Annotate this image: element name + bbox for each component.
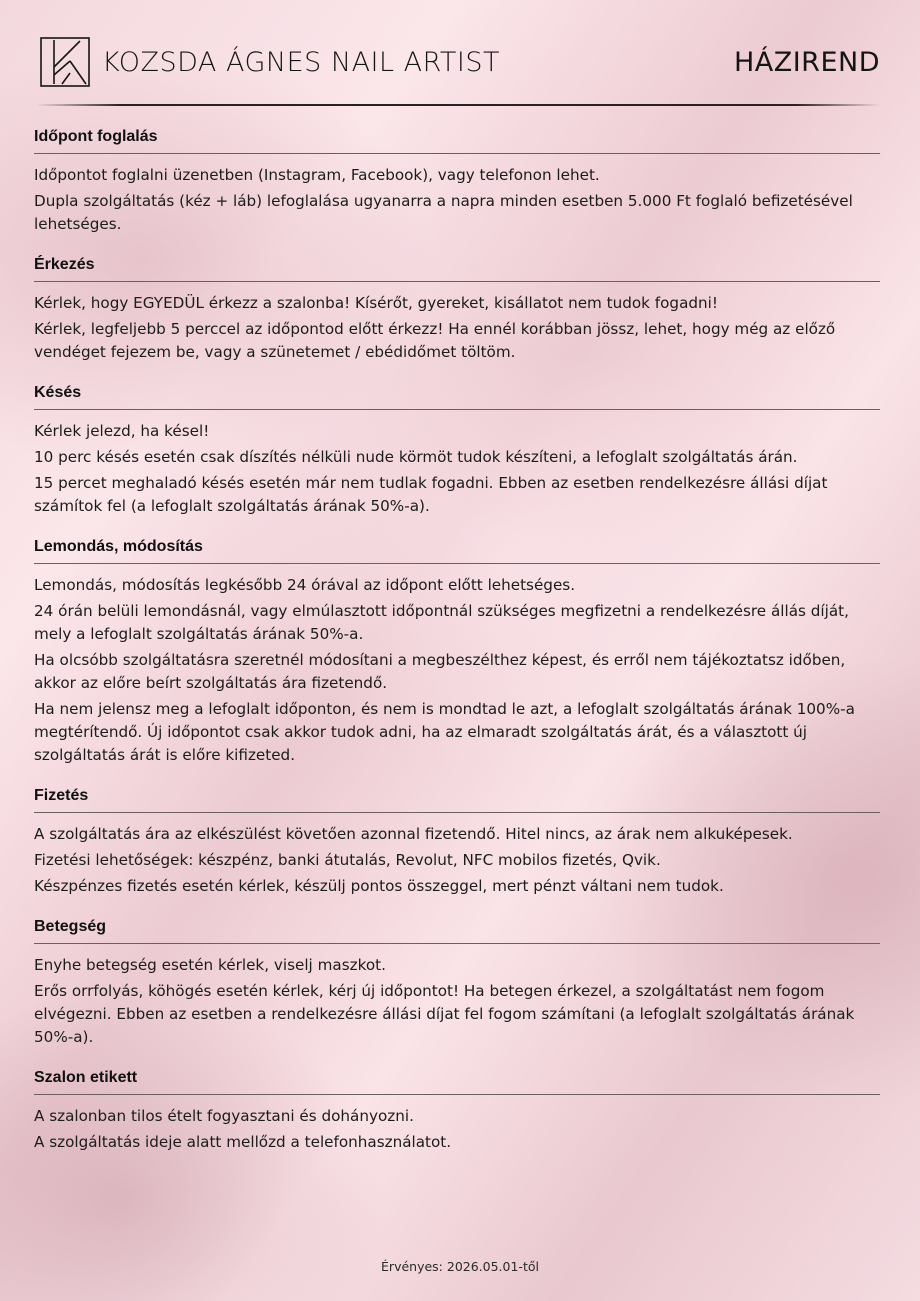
paragraph: Lemondás, módosítás legkésőbb 24 órával az időpont előtt lehetséges.	[34, 576, 576, 594]
paragraph: Enyhe betegség esetén kérlek, viselj maszkot.	[34, 956, 386, 974]
paragraph: Kérlek jelezd, ha késel!	[34, 422, 210, 440]
paragraph: Készpénzes fizetés esetén kérlek, készülj pontos összeggel, mert pénzt váltani nem tudok.	[34, 877, 724, 895]
section-lateness	[34, 384, 880, 518]
section-title: Érkezés	[34, 256, 880, 282]
section-title: Fizetés	[34, 787, 880, 813]
document-title: HÁZIREND	[733, 46, 880, 78]
paragraph: Dupla szolgáltatás (kéz + láb) lefoglalása ugyanarra a napra minden esetben 5.000 Ft foglaló befizetésével lehetséges.	[34, 192, 853, 233]
paragraph: Fizetési lehetőségek: készpénz, banki átutalás, Revolut, NFC mobilos fizetés, Qvik.	[34, 851, 661, 869]
section-booking	[34, 128, 880, 236]
paragraph: 24 órán belüli lemondásnál, vagy elmúlasztott időpontnál szükséges megfizetni a rendelkezésre állás díját, mely a lefoglalt szolgáltatás árának 50%-a.	[34, 602, 849, 643]
paragraph: A szolgáltatás ideje alatt mellőzd a telefonhasználatot.	[34, 1133, 452, 1151]
paragraph: Erős orrfolyás, köhögés esetén kérlek, kérj új időpontot! Ha betegen érkezel, a szolgáltatást nem fogom elvégezni. Ebben az esetben a rendelkezésre állási díjat fel fogom számítani (a lefoglalt szolgáltatás árának 50%-a).	[34, 982, 855, 1046]
section-arrival	[34, 256, 880, 364]
paragraph: Időpontot foglalni üzenetben (Instagram, Facebook), vagy telefonon lehet.	[34, 166, 600, 184]
section-payment	[34, 787, 880, 898]
ka-monogram-icon	[40, 37, 90, 87]
page-header	[40, 36, 880, 88]
section-title: Késés	[34, 384, 880, 410]
brand	[40, 37, 500, 87]
section-title: Szalon etikett	[34, 1069, 880, 1095]
valid-from-note: Érvényes: 2026.05.01-től	[381, 1259, 539, 1274]
header-divider	[36, 104, 880, 106]
section-etiquette	[34, 1069, 880, 1154]
paragraph: 10 perc késés esetén csak díszítés nélküli nude körmöt tudok készíteni, a lefoglalt szolgáltatás árán.	[34, 448, 798, 466]
section-illness	[34, 918, 880, 1049]
paragraph: Kérlek, legfeljebb 5 perccel az időpontod előtt érkezz! Ha ennél korábban jössz, lehet, hogy még az előző vendéget fejezem be, vagy a szünetemet / ebédidőmet töltöm.	[34, 320, 836, 361]
section-title: Időpont foglalás	[34, 128, 880, 154]
paragraph: Ha olcsóbb szolgáltatásra szeretnél módosítani a megbeszélthez képest, és erről nem tájékoztatsz időben, akkor az előre beírt szolgáltatás ára fizetendő.	[34, 651, 846, 692]
brand-name: KOZSDA ÁGNES NAIL ARTIST	[102, 46, 500, 78]
section-title: Lemondás, módosítás	[34, 538, 880, 564]
paragraph: A szolgáltatás ára az elkészülést követően azonnal fizetendő. Hitel nincs, az árak nem alkuképesek.	[34, 825, 793, 843]
section-title: Betegség	[34, 918, 880, 944]
rules-content	[34, 128, 880, 1174]
paragraph: Kérlek, hogy EGYEDÜL érkezz a szalonba! Kísérőt, gyereket, kisállatot nem tudok fogadni!	[34, 294, 718, 312]
paragraph: A szalonban tilos ételt fogyasztani és dohányozni.	[34, 1107, 414, 1125]
paragraph: Ha nem jelensz meg a lefoglalt időponton, és nem is mondtad le azt, a lefoglalt szolgáltatás árának 100%-a megtérítendő. Új időpontot csak akkor tudok adni, ha az elmaradt szolgáltatás árát, és a választott új szolgáltatás árát is előre kifizeted.	[34, 700, 855, 764]
paragraph: 15 percet meghaladó késés esetén már nem tudlak fogadni. Ebben az esetben rendelkezésre állási díjat számítok fel (a lefoglalt szolgáltatás árának 50%-a).	[34, 474, 828, 515]
section-cancellation	[34, 538, 880, 767]
